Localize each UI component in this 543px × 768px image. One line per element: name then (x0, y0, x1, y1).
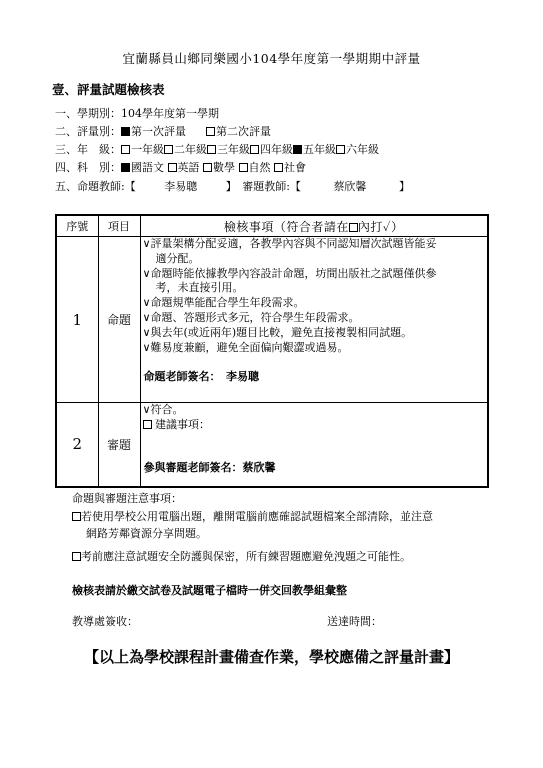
checkbox-chinese[interactable] (121, 163, 130, 172)
delivery-time-label: 送達時間： (327, 615, 382, 628)
teacher-line (55, 178, 410, 194)
check-item: ∨命題、答題形式多元，符合學生年段需求。 (142, 310, 360, 324)
header-content-pre: 檢核事項（符合者請在 (223, 219, 349, 234)
note-1 (72, 508, 433, 524)
english-label: 英語 (177, 161, 200, 174)
row1-number: 1 (56, 237, 98, 403)
teacher-name: 李易聰 (164, 180, 198, 193)
check-item: ∨命題時能依據教學內容設計命題，坊間出版社之試題僅供參 (142, 266, 437, 280)
check-item: ∨命題規準能配合學生年段需求。 (142, 296, 305, 310)
reviewer-name: 蔡欣馨 (333, 180, 367, 193)
grade-line (55, 141, 379, 157)
row1-item: 命題 (98, 237, 140, 403)
submit-instruction: 檢核表請於繳交試卷及試題電子檔時一併交回教學組彙整 (72, 584, 347, 597)
assessment-line (55, 123, 271, 139)
check-item: ∨符合。 (142, 403, 184, 416)
header-checkbox-icon (349, 223, 358, 232)
social-label: 社會 (284, 161, 306, 174)
checkbox-first-assessment[interactable] (121, 127, 130, 136)
checkbox-math[interactable] (203, 163, 212, 172)
check-item-continued: 考，未直接引用。 (155, 281, 244, 295)
subject-line (55, 159, 306, 175)
note-2-text: 考前應注意試題安全防護與保密，所有練習題應避免洩題之可能性。 (81, 550, 411, 563)
header-item: 項目 (98, 215, 140, 237)
table-row (56, 237, 488, 403)
header-content (140, 215, 488, 237)
subject-label: 四、科 別： (55, 161, 121, 174)
checkbox-second-assessment[interactable] (206, 127, 215, 136)
second-assessment-label: 第二次評量 (216, 125, 271, 138)
suggestion-label: 建議事項： (155, 417, 210, 431)
header-content-post: 內打✓） (357, 219, 404, 234)
table-row (56, 403, 488, 487)
document-title: 宜蘭縣員山鄉同樂國小104學年度第一學期期中評量 (122, 51, 421, 66)
teacher-label: 五、命題教師:【 (55, 180, 136, 193)
semester-label: 一、學期別： (55, 107, 121, 120)
table-header-row (56, 215, 488, 237)
reviewer-signature: 參與審題老師簽名：蔡欣馨 (143, 460, 276, 474)
grade-1-label: 一年級 (131, 143, 164, 156)
grade-label: 三、年 級： (55, 143, 121, 156)
note-2-checkbox[interactable] (72, 552, 81, 561)
suggestion-checkbox[interactable] (143, 420, 152, 429)
suggestion-item (141, 418, 488, 433)
note-1-checkbox[interactable] (72, 512, 81, 521)
chinese-label: 國語文 (131, 161, 164, 174)
row2-item: 審題 (98, 403, 140, 487)
checkbox-social[interactable] (274, 163, 283, 172)
assessment-label: 二、評量別： (55, 125, 121, 138)
footer-note: 【以上為學校課程計畫備查作業，學校應備之評量計畫】 (83, 648, 459, 666)
grade-6-label: 六年級 (346, 143, 379, 156)
semester-line (55, 105, 219, 121)
checklist-table (55, 214, 489, 488)
checkbox-grade-4[interactable] (250, 145, 259, 154)
bracket-close: 】 (398, 180, 410, 193)
first-assessment-label: 第一次評量 (131, 125, 186, 138)
grade-2-label: 二年級 (174, 143, 207, 156)
reviewer-label: 】 審題教師:【 (225, 180, 301, 193)
check-item: ∨與去年(或近兩年)題目比較，避免直接複製相同試題。 (142, 325, 413, 339)
check-item: ∨難易度兼顧，避免全面偏向艱澀或過易。 (142, 340, 349, 354)
check-item-continued: 適分配。 (155, 251, 200, 265)
header-no: 序號 (56, 215, 98, 237)
row2-number: 2 (56, 403, 98, 487)
checkbox-english[interactable] (168, 163, 177, 172)
grade-4-label: 四年級 (260, 143, 293, 156)
checkbox-grade-2[interactable] (164, 145, 173, 154)
row1-content (140, 237, 488, 403)
checkbox-grade-3[interactable] (207, 145, 216, 154)
section-title: 壹、評量試題檢核表 (52, 82, 165, 97)
notes-title: 命題與審題注意事項： (72, 492, 182, 505)
row2-content (140, 403, 488, 487)
setter-signature: 命題老師簽名： 李易聰 (143, 370, 259, 384)
checkbox-grade-1[interactable] (121, 145, 130, 154)
science-label: 自然 (248, 161, 271, 174)
math-label: 數學 (213, 161, 235, 174)
check-item: ∨評量架構分配妥適，各教學內容與不同認知層次試題皆能妥 (142, 237, 437, 250)
grade-3-label: 三年級 (217, 143, 250, 156)
grade-5-label: 五年級 (303, 143, 336, 156)
note-2 (72, 548, 411, 564)
checkbox-science[interactable] (239, 163, 248, 172)
note-1-continued: 網路芳鄰資源分享問題。 (86, 527, 207, 540)
semester-value: 104學年度第一學期 (121, 107, 219, 120)
note-1-text: 若使用學校公用電腦出題，離開電腦前應確認試題檔案全部清除，並注意 (81, 510, 433, 523)
checkbox-grade-6[interactable] (336, 145, 345, 154)
office-sign-label: 教導處簽收： (72, 615, 138, 628)
checkbox-grade-5[interactable] (293, 145, 302, 154)
